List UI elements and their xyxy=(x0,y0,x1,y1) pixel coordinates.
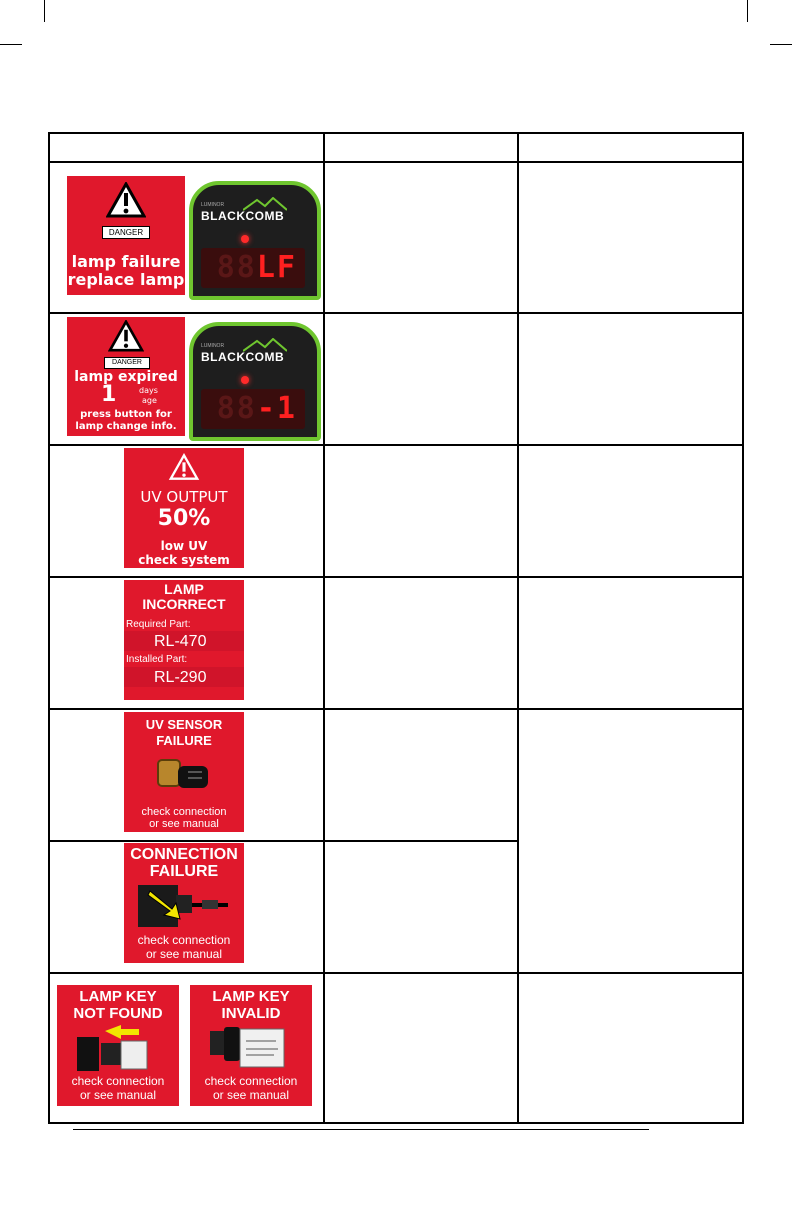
lamp-key-invalid-title1: LAMP KEY xyxy=(212,988,290,1005)
days-value: 1 xyxy=(101,382,117,407)
age-label: age xyxy=(142,396,157,405)
warning-triangle-icon xyxy=(106,182,146,218)
footer-rule xyxy=(73,1129,649,1130)
lamp-key-invalid-line2: or see manual xyxy=(212,1088,290,1102)
row-divider-2 xyxy=(48,444,744,446)
connection-line1: check connection xyxy=(137,933,231,947)
connector-arrow-icon xyxy=(128,883,238,929)
column-divider-2 xyxy=(517,132,519,1124)
crop-mark-top-right-v xyxy=(747,0,748,22)
lamp-expired-line2: press button for xyxy=(80,409,172,420)
lamp-key-not-found-title1: LAMP KEY xyxy=(79,988,157,1005)
lamp-incorrect-title2: INCORRECT xyxy=(142,596,226,612)
crop-mark-top-right xyxy=(770,44,792,45)
connection-failure-panel xyxy=(124,843,244,963)
required-value: RL-470 xyxy=(154,633,207,650)
lamp-key-not-found-panel xyxy=(57,985,179,1106)
danger-label: DANGER xyxy=(102,226,150,239)
device-display-failure xyxy=(189,181,321,300)
lamp-failure-line2: replace lamp xyxy=(67,270,185,289)
lamp-key-not-found-line2: or see manual xyxy=(79,1088,157,1102)
row-divider-6 xyxy=(48,972,744,974)
display-ghost-digits: 88 xyxy=(216,250,257,285)
days-label: days xyxy=(139,386,158,395)
lamp-expired-panel xyxy=(67,317,185,436)
lamp-key-icon xyxy=(208,1027,294,1071)
row-divider-3 xyxy=(48,576,744,578)
uv-sensor-icon xyxy=(152,752,214,804)
installed-value: RL-290 xyxy=(154,669,207,686)
row-divider-4 xyxy=(48,708,744,710)
lamp-key-not-found-title2: NOT FOUND xyxy=(73,1005,163,1022)
uv-output-line1: low UV xyxy=(160,539,208,553)
display-code: -1 xyxy=(256,391,297,426)
lamp-expired-line1: lamp expired xyxy=(74,369,178,385)
lamp-incorrect-title1: LAMP xyxy=(164,581,204,597)
device-brand-small: LUMINOR xyxy=(201,343,225,349)
uv-sensor-line1: check connection xyxy=(141,806,227,818)
uv-output-panel xyxy=(124,448,244,568)
crop-mark-top-left xyxy=(0,44,22,45)
lamp-key-arrow-icon xyxy=(75,1025,161,1071)
uv-sensor-title1: UV SENSOR xyxy=(145,717,223,732)
seven-segment-display xyxy=(201,248,305,288)
table-border-top xyxy=(48,132,744,134)
connection-title2: FAILURE xyxy=(149,863,219,880)
table-border-bottom xyxy=(48,1122,744,1124)
device-display-expired xyxy=(189,322,321,441)
lamp-failure-line1: lamp failure xyxy=(71,252,181,271)
device-brand: BLACKCOMB xyxy=(201,209,285,223)
warning-triangle-icon xyxy=(168,453,200,481)
row-divider-5-partial xyxy=(48,840,519,842)
uv-sensor-line2: or see manual xyxy=(149,818,219,830)
lamp-failure-panel xyxy=(67,176,185,295)
display-ghost-digits: 88 xyxy=(216,391,257,426)
table-border-right xyxy=(742,132,744,1124)
header-row-divider xyxy=(48,161,744,163)
required-label: Required Part: xyxy=(126,619,191,630)
status-led xyxy=(241,376,249,384)
lamp-key-invalid-title2: INVALID xyxy=(221,1005,281,1022)
connection-line2: or see manual xyxy=(145,947,223,961)
warning-triangle-icon xyxy=(108,320,144,352)
table-border-left xyxy=(48,132,50,1124)
column-divider-1 xyxy=(323,132,325,1124)
status-led xyxy=(241,235,249,243)
uv-sensor-failure-panel xyxy=(124,712,244,832)
device-brand: BLACKCOMB xyxy=(201,350,285,364)
device-brand-small: LUMINOR xyxy=(201,202,225,208)
lamp-incorrect-panel xyxy=(124,580,244,700)
lamp-key-invalid-panel xyxy=(190,985,312,1106)
display-code: LF xyxy=(256,250,297,285)
uv-sensor-title2: FAILURE xyxy=(156,733,212,748)
crop-mark-top-left-v xyxy=(44,0,45,22)
installed-label: Installed Part: xyxy=(126,654,188,665)
seven-segment-display xyxy=(201,389,305,429)
lamp-key-invalid-line1: check connection xyxy=(204,1074,298,1088)
danger-label: DANGER xyxy=(104,357,150,369)
uv-output-percent: 50% xyxy=(157,506,211,531)
lamp-expired-line3: lamp change info. xyxy=(75,421,177,432)
uv-output-title: UV OUTPUT xyxy=(140,488,228,506)
lamp-key-not-found-line1: check connection xyxy=(71,1074,165,1088)
connection-title1: CONNECTION xyxy=(130,846,238,863)
uv-output-line2: check system xyxy=(138,553,230,567)
row-divider-1 xyxy=(48,312,744,314)
